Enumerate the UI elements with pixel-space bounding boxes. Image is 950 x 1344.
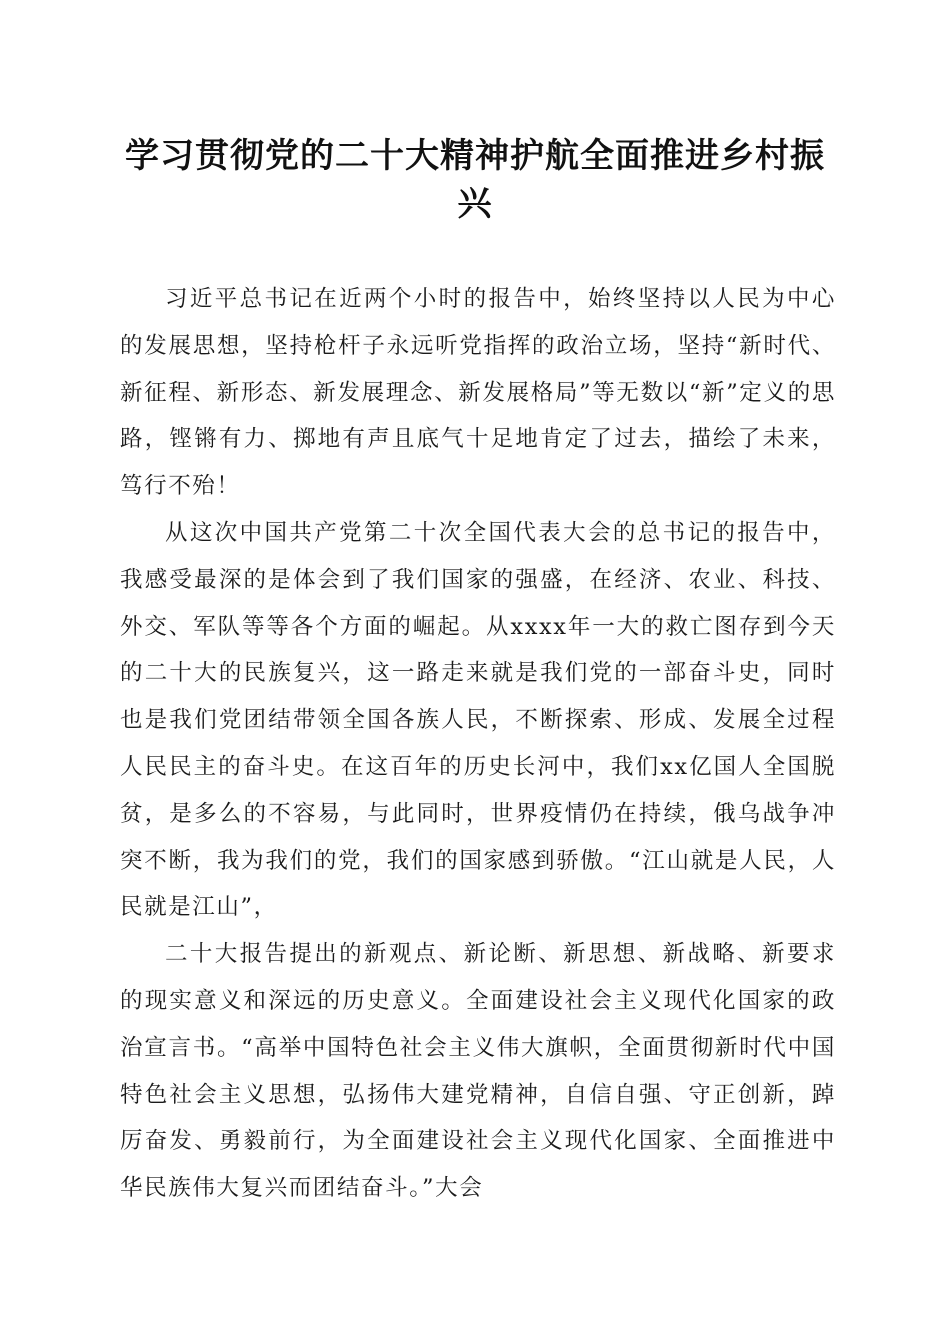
paragraph-3: 二十大报告提出的新观点、新论断、新思想、新战略、新要求的现实意义和深远的历史意义。全面建设社会主义现代化国家的政治宣言书。“高举中国特色社会主义伟大旗帜，全面贯彻新时代中国特色社会主义思想，弘扬伟大建党精神，自信自强、守正创新，踔厉奋发、勇毅前行，为全面建设社会主义现代化国家、全面推进中华民族伟大复兴而团结奋斗。”大会 [120, 941, 836, 1202]
paragraph-2: 从这次中国共产党第二十次全国代表大会的总书记的报告中，我感受最深的是体会到了我们国家的强盛，在经济、农业、科技、外交、军队等等各个方面的崛起。从xxxx年一大的救亡图存到今天的二十大的民族复兴，这一路走来就是我们党的一部奋斗史，同时也是我们党团结带领全国各族人民，不断探索、形成、发展全过程人民民主的奋斗史。在这百年的历史长河中，我们xx亿国人全国脱贫，是多么的不容易，与此同时，世界疫情仍在持续，俄乌战争冲突不断，我为我们的党，我们的国家感到骄傲。“江山就是人民，人民就是江山”， [120, 519, 836, 921]
document-title: 学习贯彻党的二十大精神护航全面推进乡村振兴 [125, 136, 825, 224]
paragraph-1: 习近平总书记在近两个小时的报告中，始终坚持以人民为中心的发展思想，坚持枪杆子永远听党指挥的政治立场，坚持“新时代、新征程、新形态、新发展理念、新发展格局”等无数以“新”定义的思路，铿锵有力、掷地有声且底气十足地肯定了过去，描绘了未来，笃行不殆！ [120, 286, 836, 500]
document-body [120, 276, 836, 1212]
